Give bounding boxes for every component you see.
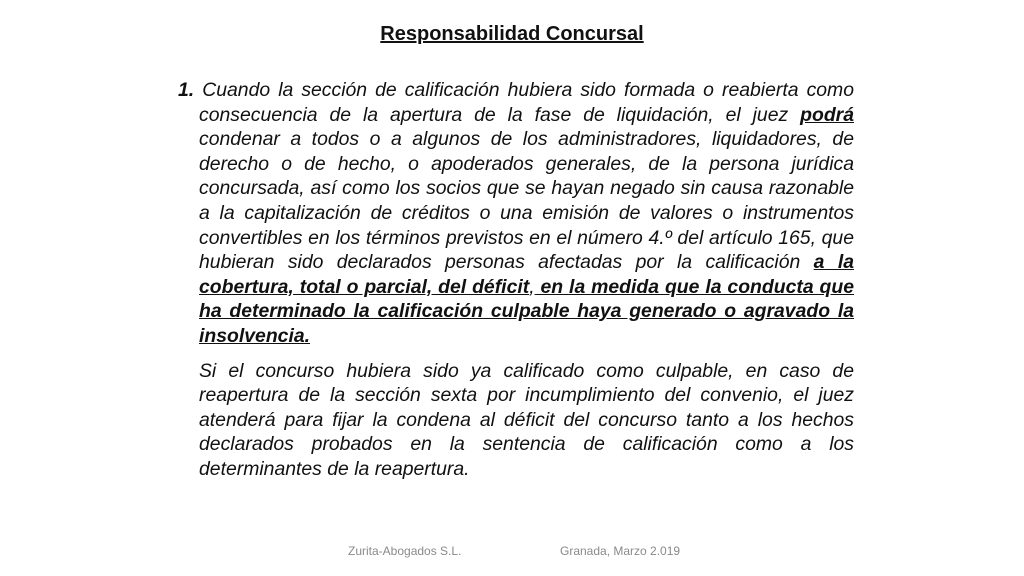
paragraph-1-text-a: Cuando la sección de calificación hubiera sido formada o reabierta como consecuencia de la apertura de la fase de liquidación, el juez bbox=[194, 79, 854, 126]
highlight-cobertura: a la cobertura, total o parcial, del déficit bbox=[199, 251, 854, 298]
emphasis-podra: podrá bbox=[800, 103, 854, 126]
highlight-medida: en la medida que la conducta que ha determinado la calificación culpable haya generado o agravado la insolvencia. bbox=[199, 275, 854, 347]
footer-date: Granada, Marzo 2.019 bbox=[560, 544, 681, 558]
paragraph-1-sep: , bbox=[529, 275, 535, 298]
body-text bbox=[178, 78, 854, 482]
paragraph-number: 1. bbox=[178, 79, 195, 101]
paragraph-1-text-b: condenar a todos o a algunos de los administradores, liquidadores, de derecho o de hecho, o apoderados generales, de la persona jurídica concursada, así como los socios que se hayan negado sin causa razonable a la capitalización de créditos o una emisión de valores o instrumentos convertibles en los términos previstos en el número 4.º del artículo 165, que hubieran sido declarados personas afectadas por la calificación bbox=[199, 128, 854, 274]
footer-firm: Zurita-Abogados S.L. bbox=[348, 544, 462, 558]
paragraph-1 bbox=[178, 78, 854, 349]
paragraph-2: Si el concurso hubiera sido ya calificado como culpable, en caso de reapertura de la sección sexta por incumplimiento del convenio, el juez atenderá para fijar la condena al déficit del concurso tanto a los hechos declarados probados en la sentencia de calificación como a los determinantes de la reapertura. bbox=[199, 359, 854, 480]
slide-title: Responsabilidad Concursal bbox=[380, 23, 644, 45]
